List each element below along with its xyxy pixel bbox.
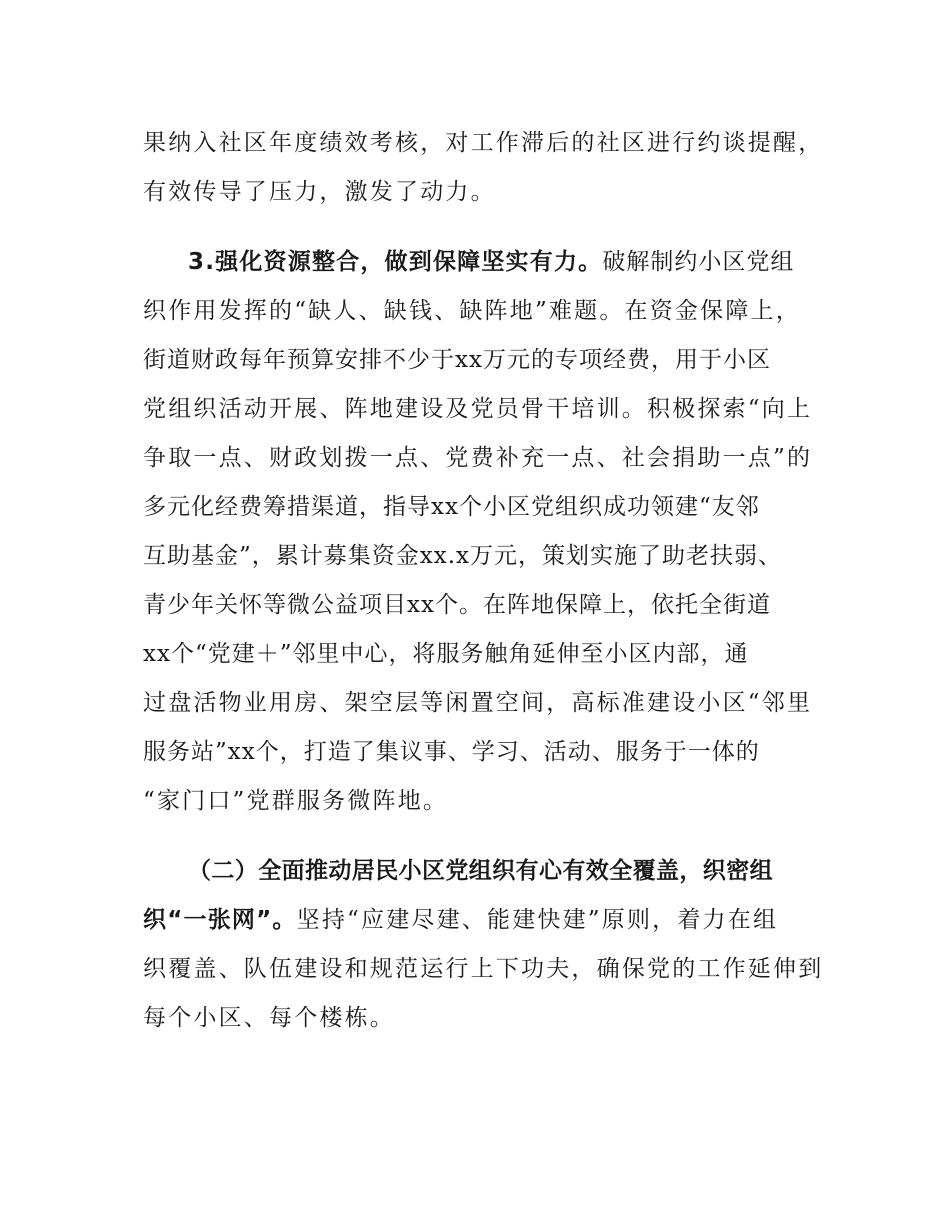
text-line: 青少年关怀等微公益项目xx个。在阵地保障上，依托全街道: [143, 592, 771, 618]
section-heading: （二）全面推动居民小区党组织有心有效全覆盖，织密组: [188, 858, 773, 884]
text-line: 党组织活动开展、阵地建设及党员骨干培训。积极探索“向上: [143, 396, 813, 422]
text-line: 互助基金”，累计募集资金xx.x万元，策划实施了助老扶弱、: [143, 543, 782, 569]
paragraph-first-line: [188, 245, 813, 279]
text-line: 街道财政每年预算安排不少于xx万元的专项经费，用于小区: [143, 347, 771, 373]
text-line: 每个小区、每个楼栋。: [143, 1005, 395, 1031]
text-line: 织覆盖、队伍建设和规范运行上下功夫，确保党的工作延伸到: [143, 956, 824, 982]
text-line: 争取一点、财政划拨一点、党费补充一点、社会捐助一点”的: [143, 445, 813, 471]
paragraph-line: [143, 903, 813, 937]
text-line: 服务站”xx个，打造了集议事、学习、活动、服务于一体的: [143, 739, 760, 765]
section-heading-end: 织“一张网”。: [143, 907, 297, 933]
section-heading: 3.强化资源整合，做到保障坚实有力。: [188, 249, 603, 275]
text-line: 织作用发挥的“缺人、缺钱、缺阵地”难题。在资金保障上，: [143, 298, 801, 324]
text-run: 破解制约小区党组: [602, 249, 795, 275]
text-line: 果纳入社区年度绩效考核，对工作滞后的社区进行约谈提醒，: [143, 130, 824, 156]
text-line: “家门口”党群服务微阵地。: [143, 788, 449, 814]
text-line: 有效传导了压力，激发了动力。: [143, 179, 496, 205]
text-run: 坚持“应建尽建、能建快建”原则，着力在组: [296, 907, 779, 933]
text-line: 多元化经费筹措渠道，指导xx个小区党组织成功领建“友邻: [143, 494, 760, 520]
text-line: xx个“党建＋”邻里中心，将服务触角延伸至小区内部，通: [143, 641, 749, 667]
text-line: 过盘活物业用房、架空层等闲置空间，高标准建设小区“邻里: [143, 690, 813, 716]
